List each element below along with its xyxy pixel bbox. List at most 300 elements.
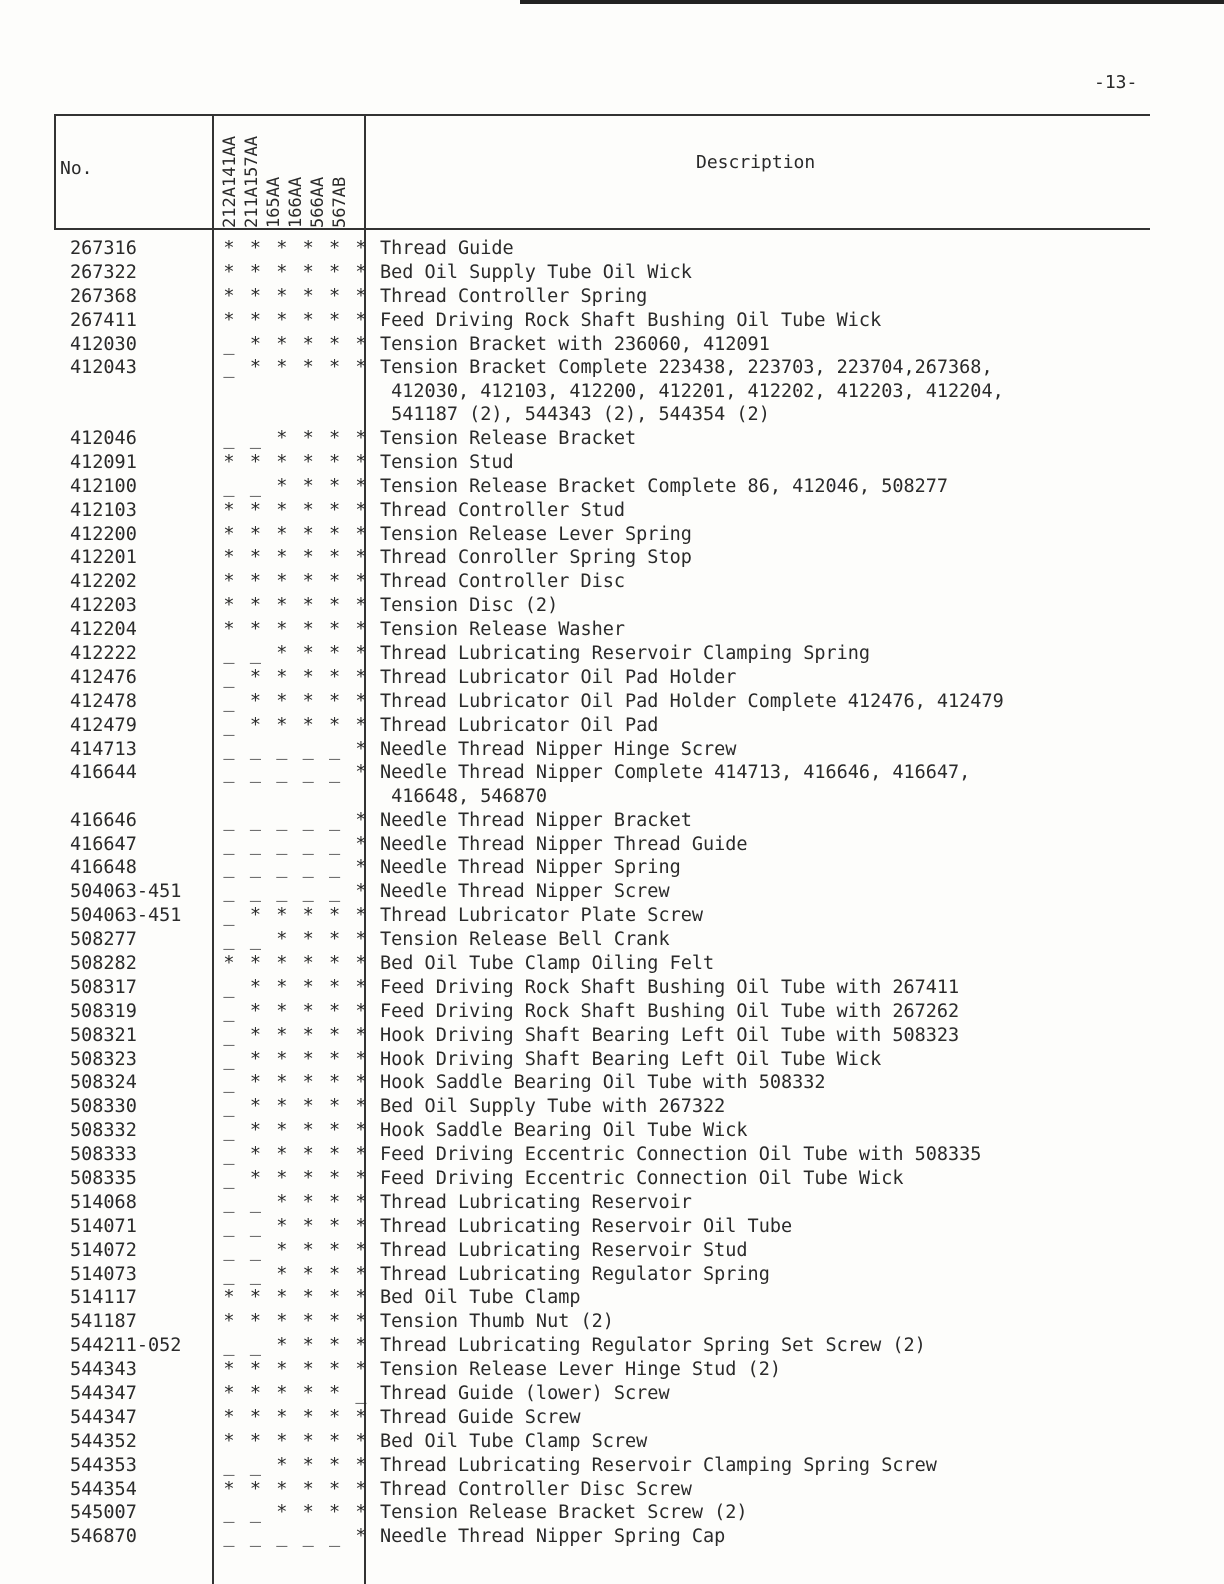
applicability-mark: _ [302,857,314,879]
model-applicability [220,1216,370,1237]
applicability-mark: * [249,1096,261,1118]
applicability-mark: _ [223,333,235,355]
table-row [0,667,1224,691]
part-number: 412476 [70,666,137,688]
applicability-mark: * [249,666,261,688]
model-header: 211A157AA [242,135,262,228]
part-number: 544343 [70,1359,137,1381]
model-applicability [220,1383,370,1404]
part-number: 544211-052 [70,1335,182,1357]
applicability-mark: _ [223,1239,235,1261]
description-line: Needle Thread Nipper Spring [380,857,681,879]
applicability-mark: * [249,976,261,998]
applicability-mark: * [328,357,341,379]
part-description [380,238,514,261]
applicability-mark: * [355,499,367,521]
applicability-mark: * [302,1430,314,1452]
applicability-mark: * [302,1502,314,1524]
applicability-mark: _ [249,738,261,760]
applicability-mark: * [355,547,367,569]
table-row [0,857,1224,881]
applicability-mark: _ [276,762,288,784]
applicability-mark: * [276,238,288,259]
applicability-mark: * [355,1120,367,1142]
applicability-mark: _ [328,881,341,903]
applicability-mark: * [328,642,341,664]
applicability-mark: * [328,1239,341,1261]
applicability-mark: * [328,238,341,259]
applicability-mark: * [249,619,261,641]
applicability-mark: _ [249,1454,261,1476]
part-description [380,595,558,618]
applicability-mark: * [276,1382,288,1404]
applicability-mark: _ [302,762,314,784]
part-number: 544347 [70,1406,137,1428]
applicability-mark: * [249,1287,261,1309]
top-rule [520,0,1224,4]
part-description [380,691,1004,714]
applicability-mark: * [355,261,367,283]
model-applicability [220,1001,370,1022]
model-header: 165AA [264,176,284,228]
description-line: Tension Stud [380,451,514,473]
applicability-mark: * [223,1359,235,1381]
model-applicability [220,547,370,568]
description-line: Tension Release Bracket Complete 86, 412046, 508277 [380,475,949,497]
applicability-mark: _ [276,881,288,903]
table-row [0,1264,1224,1288]
applicability-mark: _ [223,1024,235,1046]
applicability-mark: * [355,1263,367,1285]
part-description [380,905,703,928]
applicability-mark: _ [223,642,235,664]
part-description [380,428,636,451]
applicability-mark: * [276,1478,288,1500]
applicability-mark: * [302,1406,314,1428]
model-header: 212A141AA [220,135,240,228]
applicability-mark: * [302,1382,314,1404]
model-applicability [220,1431,370,1452]
applicability-mark: * [249,1120,261,1142]
part-number: 416644 [70,762,137,784]
applicability-mark: * [328,905,341,927]
applicability-mark: * [302,1191,314,1213]
part-description [380,547,692,570]
applicability-mark: * [355,1048,367,1070]
applicability-mark: * [276,1406,288,1428]
table-row [0,762,1224,809]
applicability-mark: _ [276,1526,288,1548]
table-row [0,1431,1224,1455]
applicability-mark: * [328,475,341,497]
applicability-mark: * [249,357,261,379]
applicability-mark: * [355,475,367,497]
applicability-mark: * [355,1096,367,1118]
part-description [380,1311,614,1334]
applicability-mark: * [302,595,314,617]
applicability-mark: _ [249,475,261,497]
part-description [380,1383,670,1406]
applicability-mark: * [276,309,288,331]
applicability-mark: * [355,357,367,379]
table-row [0,1216,1224,1240]
applicability-mark: _ [223,714,235,736]
part-description [380,643,870,666]
description-line: Feed Driving Rock Shaft Bushing Oil Tube with 267262 [380,1000,960,1022]
table-row [0,1335,1224,1359]
part-description [380,334,770,357]
applicability-mark: * [355,1359,367,1381]
applicability-mark: * [302,547,314,569]
part-number: 412030 [70,333,137,355]
applicability-mark: * [276,1000,288,1022]
applicability-mark: * [302,309,314,331]
applicability-mark: * [223,547,235,569]
applicability-mark: _ [223,976,235,998]
applicability-mark: * [328,1096,341,1118]
header-no: No. [60,158,93,179]
applicability-mark: * [328,976,341,998]
applicability-mark: * [328,929,341,951]
model-applicability [220,881,370,902]
applicability-mark: * [328,1335,341,1357]
table-header-divider [54,228,1150,230]
applicability-mark: _ [223,929,235,951]
table-row [0,1168,1224,1192]
table-row [0,1192,1224,1216]
applicability-mark: _ [223,1215,235,1237]
part-description [380,1407,580,1430]
part-description [380,1479,692,1502]
applicability-mark: * [249,952,261,974]
part-description [380,286,647,309]
part-description [380,357,1004,427]
applicability-mark: _ [249,1526,261,1548]
applicability-mark: * [355,595,367,617]
applicability-mark: _ [328,857,341,879]
model-applicability [220,262,370,283]
applicability-mark: * [276,571,288,593]
description-line: Hook Saddle Bearing Oil Tube Wick [380,1120,748,1142]
description-line: Tension Release Washer [380,619,626,641]
applicability-mark: * [249,285,261,307]
applicability-mark: * [355,1191,367,1213]
part-description [380,762,970,809]
applicability-mark: _ [302,738,314,760]
applicability-mark: _ [302,809,314,831]
description-line: Needle Thread Nipper Thread Guide [380,833,748,855]
applicability-mark: * [355,1024,367,1046]
applicability-mark: _ [302,881,314,903]
part-description [380,1455,937,1478]
table-row [0,1502,1224,1526]
applicability-mark: * [302,929,314,951]
applicability-mark: * [249,595,261,617]
applicability-mark: _ [223,1454,235,1476]
applicability-mark: * [328,285,341,307]
part-number: 412091 [70,451,137,473]
applicability-mark: * [328,571,341,593]
model-applicability [220,286,370,307]
applicability-mark: * [223,499,235,521]
description-line: Thread Guide (lower) Screw [380,1382,670,1404]
description-line: Thread Lubricating Regulator Spring Set Screw (2) [380,1335,926,1357]
applicability-mark: * [276,1502,288,1524]
applicability-mark: * [302,1120,314,1142]
part-number: 412201 [70,547,137,569]
applicability-mark: * [302,1072,314,1094]
table-row [0,524,1224,548]
model-applicability [220,1120,370,1141]
applicability-mark: _ [328,809,341,831]
applicability-mark: * [302,714,314,736]
part-description [380,1216,792,1239]
applicability-mark: * [355,714,367,736]
model-applicability [220,595,370,616]
description-line: 412030, 412103, 412200, 412201, 412202, 412203, 412204, [380,380,1004,402]
applicability-mark: * [223,571,235,593]
part-description [380,953,714,976]
description-line: Feed Driving Rock Shaft Bushing Oil Tube with 267411 [380,976,960,998]
description-line: Bed Oil Tube Clamp Screw [380,1430,648,1452]
applicability-mark: _ [223,833,235,855]
applicability-mark: * [276,333,288,355]
applicability-mark: * [328,499,341,521]
table-row [0,810,1224,834]
applicability-mark: * [328,619,341,641]
applicability-mark: _ [328,762,341,784]
table-row [0,428,1224,452]
applicability-mark: * [328,1072,341,1094]
part-number: 508277 [70,929,137,951]
applicability-mark: * [355,333,367,355]
applicability-mark: * [355,809,367,831]
description-line: Thread Lubricating Reservoir Clamping Spring [380,642,871,664]
applicability-mark: * [302,261,314,283]
applicability-mark: * [355,833,367,855]
part-description [380,715,658,738]
table-row [0,452,1224,476]
description-line: Thread Conroller Spring Stop [380,547,692,569]
applicability-mark: * [223,1430,235,1452]
applicability-mark: * [276,595,288,617]
applicability-mark: _ [223,475,235,497]
applicability-mark: * [355,1144,367,1166]
part-number: 544354 [70,1478,137,1500]
applicability-mark: * [223,1311,235,1333]
part-description [380,1025,959,1048]
applicability-mark: * [276,261,288,283]
table-row [0,715,1224,739]
applicability-mark: * [328,1215,341,1237]
applicability-mark: * [302,1478,314,1500]
applicability-mark: * [276,952,288,974]
applicability-mark: * [249,690,261,712]
description-line: Thread Controller Stud [380,499,626,521]
applicability-mark: * [328,1430,341,1452]
description-line: Thread Controller Disc Screw [380,1478,692,1500]
applicability-mark: * [249,523,261,545]
part-description [380,929,670,952]
part-description [380,1335,926,1358]
applicability-mark: * [223,1478,235,1500]
model-applicability [220,739,370,760]
part-number: 412222 [70,642,137,664]
model-applicability [220,715,370,736]
applicability-mark: * [302,1096,314,1118]
applicability-mark: * [355,762,367,784]
applicability-mark: * [328,1000,341,1022]
applicability-mark: _ [249,833,261,855]
table-row [0,547,1224,571]
model-applicability [220,452,370,473]
applicability-mark: * [223,1382,235,1404]
applicability-mark: * [276,976,288,998]
applicability-mark: * [355,1335,367,1357]
page-number: -13- [1094,72,1138,93]
applicability-mark: * [249,547,261,569]
applicability-mark: * [223,285,235,307]
applicability-mark: * [276,1167,288,1189]
applicability-mark: * [276,714,288,736]
applicability-mark: * [223,261,235,283]
model-applicability [220,643,370,664]
part-number: 416646 [70,809,137,831]
applicability-mark: * [328,666,341,688]
applicability-mark: * [328,547,341,569]
model-applicability [220,1240,370,1261]
applicability-mark: * [276,547,288,569]
applicability-mark: * [302,1359,314,1381]
applicability-mark: * [355,1311,367,1333]
part-number: 508323 [70,1048,137,1070]
table-row [0,1049,1224,1073]
applicability-mark: * [355,929,367,951]
applicability-mark: * [302,1239,314,1261]
applicability-mark: * [302,499,314,521]
table-row [0,238,1224,262]
model-applicability [220,1311,370,1332]
table-row [0,1383,1224,1407]
applicability-mark: _ [249,1263,261,1285]
part-description [380,452,514,475]
applicability-mark: * [223,309,235,331]
part-description [380,881,670,904]
applicability-mark: * [328,1382,341,1404]
model-applicability [220,1192,370,1213]
applicability-mark: * [328,309,341,331]
applicability-mark: * [302,905,314,927]
part-number: 267316 [70,238,137,259]
model-applicability [220,953,370,974]
part-number: 508321 [70,1024,137,1046]
applicability-mark: * [223,238,235,259]
applicability-mark: * [249,1359,261,1381]
part-description [380,619,625,642]
part-description [380,810,692,833]
model-applicability [220,1502,370,1523]
part-description [380,857,681,880]
applicability-mark: * [276,1191,288,1213]
model-header: 566AA [308,176,328,228]
table-row [0,1072,1224,1096]
table-row [0,1240,1224,1264]
model-applicability [220,1168,370,1189]
applicability-mark: _ [249,929,261,951]
applicability-mark: * [355,642,367,664]
part-number: 412046 [70,427,137,449]
description-line: Thread Lubricating Regulator Spring [380,1263,770,1285]
table-row [0,977,1224,1001]
applicability-mark: * [355,666,367,688]
applicability-mark: * [302,285,314,307]
model-applicability [220,1049,370,1070]
applicability-mark: * [302,1287,314,1309]
part-number: 412479 [70,714,137,736]
description-line: Thread Lubricator Oil Pad Holder [380,666,737,688]
model-applicability [220,1359,370,1380]
applicability-mark: * [223,1406,235,1428]
applicability-mark: * [302,571,314,593]
applicability-mark: * [249,905,261,927]
applicability-mark: _ [249,857,261,879]
applicability-mark: * [302,1215,314,1237]
description-line: Bed Oil Tube Clamp [380,1287,581,1309]
applicability-mark: * [249,1048,261,1070]
model-applicability [220,1526,370,1547]
model-applicability [220,619,370,640]
applicability-mark: * [276,427,288,449]
table-row [0,310,1224,334]
applicability-mark: * [328,952,341,974]
part-number: 412103 [70,499,137,521]
model-applicability [220,1479,370,1500]
model-applicability [220,1287,370,1308]
applicability-mark: * [249,1024,261,1046]
table-row [0,595,1224,619]
applicability-mark: * [302,451,314,473]
applicability-mark: * [223,595,235,617]
applicability-mark: * [355,1406,367,1428]
table-row [0,929,1224,953]
table-row [0,1287,1224,1311]
applicability-mark: * [223,952,235,974]
applicability-mark: _ [223,762,235,784]
description-line: Feed Driving Rock Shaft Bushing Oil Tube Wick [380,309,882,331]
part-description [380,1001,959,1024]
part-number: 508333 [70,1144,137,1166]
part-description [380,310,881,333]
applicability-mark: * [302,976,314,998]
part-number: 267368 [70,285,137,307]
table-left-border [54,114,56,230]
description-line: Bed Oil Supply Tube with 267322 [380,1096,726,1118]
applicability-mark: * [302,1311,314,1333]
applicability-mark: * [302,238,314,259]
applicability-mark: * [355,309,367,331]
applicability-mark: * [249,309,261,331]
table-row [0,1479,1224,1503]
part-number: 508335 [70,1167,137,1189]
table-row [0,619,1224,643]
applicability-mark: _ [223,1144,235,1166]
part-number: 414713 [70,738,137,760]
applicability-mark: _ [223,1096,235,1118]
applicability-mark: _ [223,881,235,903]
applicability-mark: * [223,619,235,641]
applicability-mark: * [328,714,341,736]
model-applicability [220,1072,370,1093]
